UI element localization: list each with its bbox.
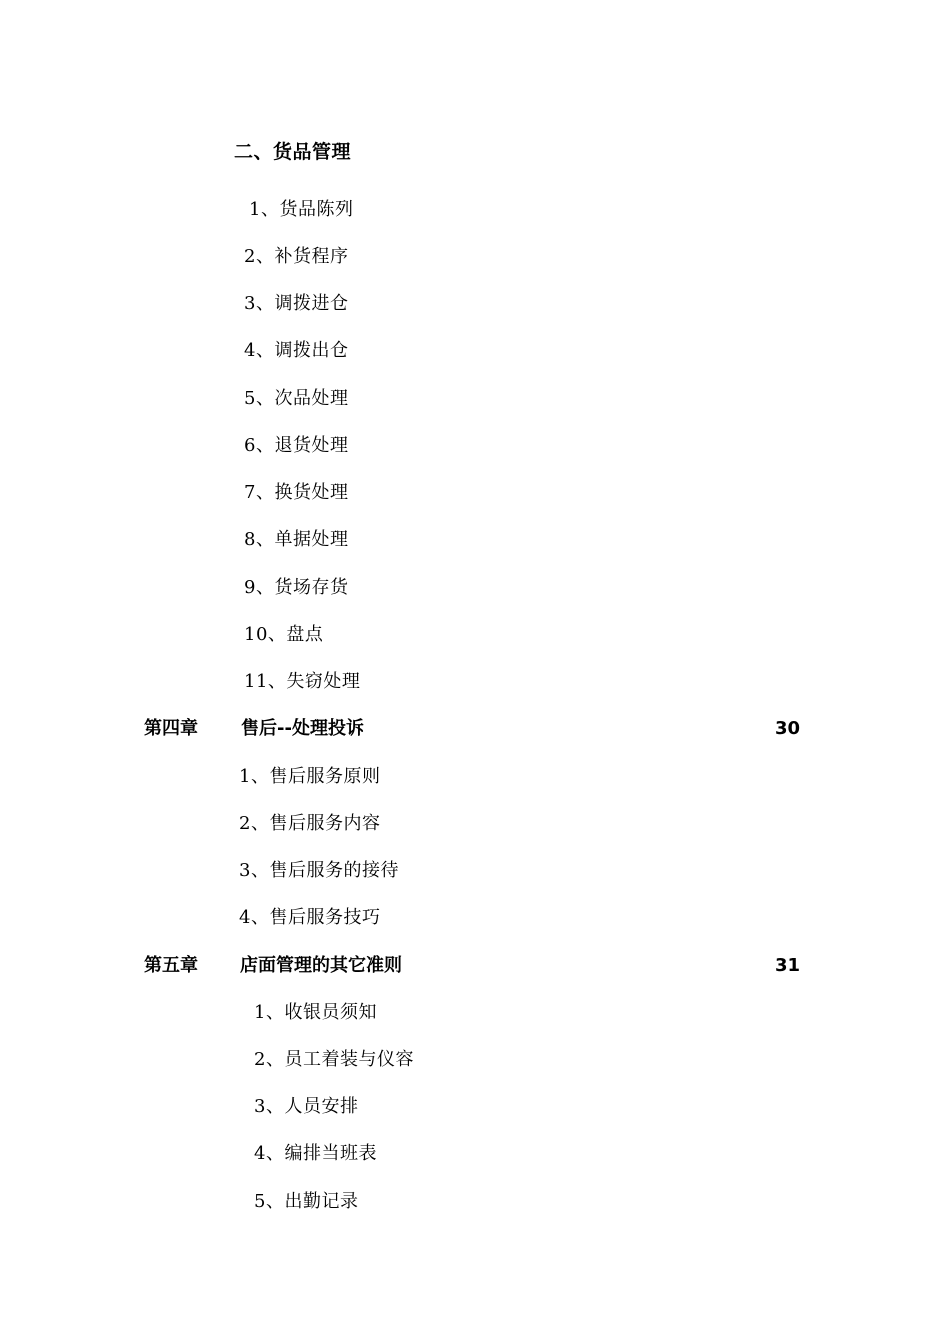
toc-item: 1、收银员须知 (254, 1002, 377, 1023)
toc-item: 10、盘点 (244, 624, 324, 645)
toc-item: 2、员工着装与仪容 (254, 1049, 414, 1070)
toc-item: 6、退货处理 (244, 435, 349, 456)
toc-item: 11、失窃处理 (244, 671, 361, 692)
chapter-number: 第四章 (144, 718, 198, 739)
chapter-title: 店面管理的其它准则 (240, 955, 402, 976)
toc-item: 3、人员安排 (254, 1096, 359, 1117)
toc-item: 1、售后服务原则 (239, 766, 381, 787)
chapter-number: 第五章 (144, 955, 198, 976)
toc-item: 9、货场存货 (244, 577, 349, 598)
section-title: 二、货品管理 (234, 141, 352, 163)
page-number: 31 (775, 955, 801, 976)
chapter-title: 售后--处理投诉 (241, 718, 364, 739)
toc-item: 5、出勤记录 (254, 1191, 359, 1212)
toc-item: 8、单据处理 (244, 529, 349, 550)
toc-item: 4、编排当班表 (254, 1143, 377, 1164)
toc-item: 5、次品处理 (244, 388, 349, 409)
page-number: 30 (775, 718, 801, 739)
toc-item: 3、调拨进仓 (244, 293, 349, 314)
toc-item: 2、售后服务内容 (239, 813, 381, 834)
toc-item: 3、售后服务的接待 (239, 860, 399, 881)
toc-item: 2、补货程序 (244, 246, 349, 267)
toc-item: 7、换货处理 (244, 482, 349, 503)
toc-item: 4、售后服务技巧 (239, 907, 381, 928)
toc-item: 4、调拨出仓 (244, 340, 349, 361)
toc-item: 1、货品陈列 (249, 199, 354, 220)
